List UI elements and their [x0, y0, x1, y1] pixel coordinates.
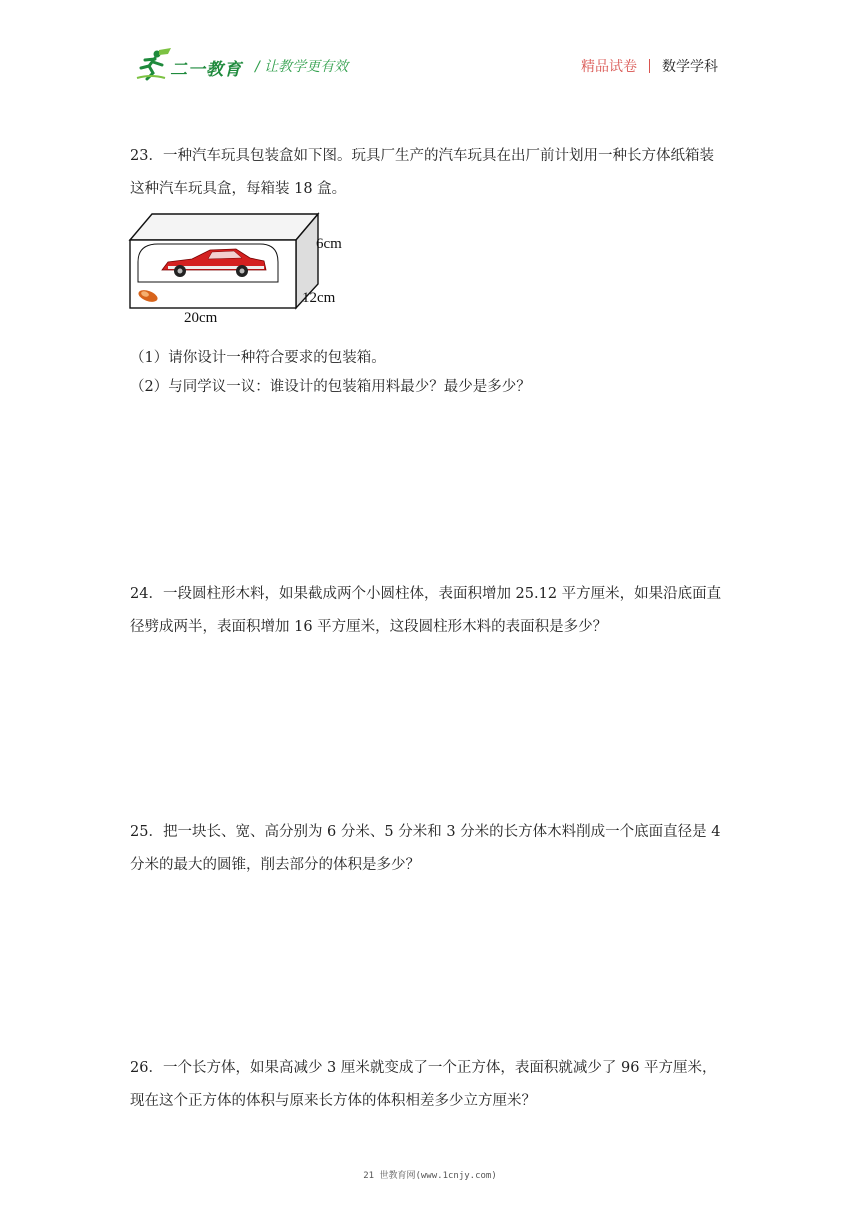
question-26-line-1: 26．一个长方体，如果高减少 3 厘米就变成了一个正方体，表面积就减少了 96 平方厘米， — [130, 1060, 717, 1076]
question-26 — [130, 1052, 730, 1118]
question-23-line-2: 这种汽车玩具盒，每箱装 18 盒。 — [130, 181, 347, 197]
toy-box-drawing — [128, 212, 368, 332]
runner-logo-icon — [135, 48, 175, 82]
question-23 — [130, 140, 730, 206]
header-divider — [649, 59, 650, 73]
question-24-line-2: 径劈成两半，表面积增加 16 平方厘米，这段圆柱形木料的表面积是多少？ — [130, 619, 608, 635]
brand-slogan: / 让教学更有效 — [255, 59, 349, 75]
subject-tag: 数学学科 — [662, 59, 718, 75]
question-24 — [130, 578, 730, 644]
header-tags — [581, 56, 718, 76]
page-header — [0, 0, 860, 100]
question-23-sub-1: （1）请你设计一种符合要求的包装箱。 — [130, 350, 386, 366]
question-23-subparts — [130, 344, 531, 402]
question-24-line-1: 24．一段圆柱形木料，如果截成两个小圆柱体，表面积增加 25.12 平方厘米，如果沿底面直 — [130, 586, 722, 602]
page-footer: 21 世教育网(www.1cnjy.com) — [363, 1171, 497, 1181]
question-25-line-1: 25．把一块长、宽、高分别为 6 分米、5 分米和 3 分米的长方体木料削成一个底面直径是 4 — [130, 824, 721, 840]
question-26-line-2: 现在这个正方体的体积与原来长方体的体积相差多少立方厘米？ — [130, 1093, 536, 1109]
toy-box-figure — [128, 212, 368, 332]
brand-name: 二一教育 — [170, 60, 242, 80]
height-label: 6cm — [316, 236, 342, 252]
question-23-line-1: 23．一种汽车玩具包装盒如下图。玩具厂生产的汽车玩具在出厂前计划用一种长方体纸箱装 — [130, 148, 714, 164]
question-25-line-2: 分米的最大的圆锥，削去部分的体积是多少？ — [130, 857, 420, 873]
length-label: 20cm — [184, 310, 218, 326]
width-label: 12cm — [302, 290, 336, 306]
question-25 — [130, 816, 730, 882]
exam-tag: 精品试卷 — [581, 59, 637, 75]
question-23-sub-2: （2）与同学议一议：谁设计的包装箱用料最少？最少是多少？ — [130, 379, 531, 395]
